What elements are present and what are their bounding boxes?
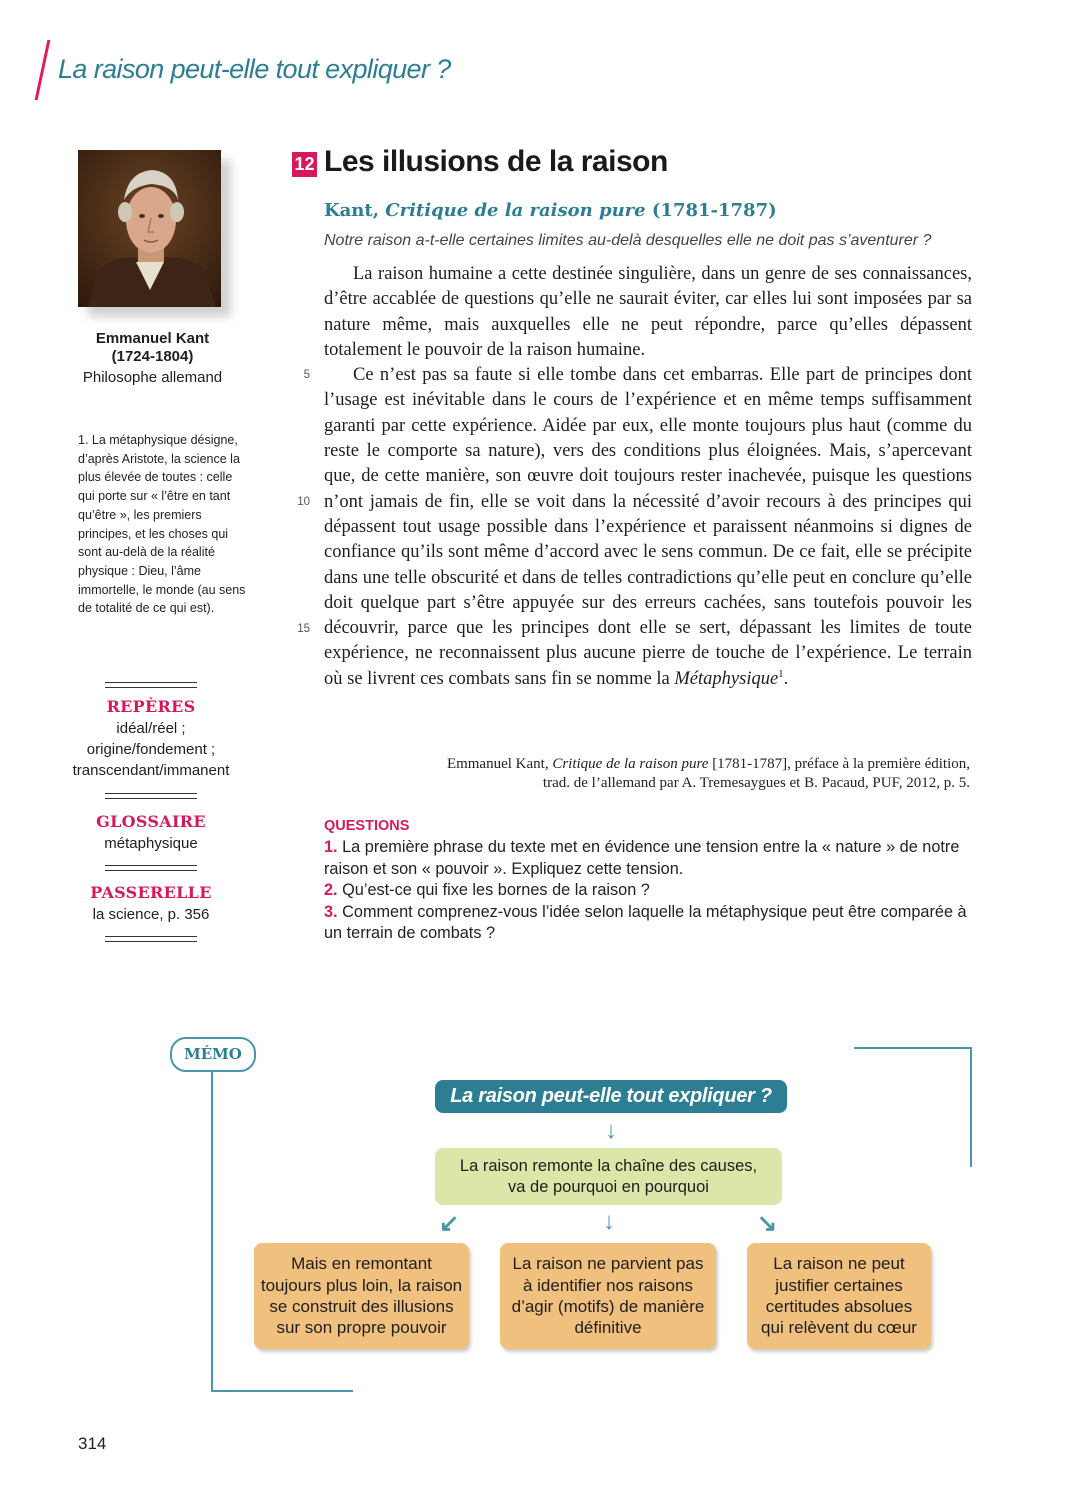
reperes-rule-top: [105, 682, 197, 688]
portrait-role: Philosophe allemand: [82, 369, 223, 386]
memo-frame-right: [854, 1047, 972, 1167]
reperes-heading: REPÈRES: [106, 697, 196, 716]
memo-label: MÉMO: [170, 1037, 256, 1072]
paragraph-2: Ce n’est pas sa faute si elle tombe dans cet embarras. Elle part de principes dont l’usage est inévitable dans le cours de l’expérience et en même temps suffisamment garanti par cette expérience. Aidée par eux, elle monte toujours plus haut (comme du reste le comporte sa nature), vers des conditions plus éloignées. Mais, s’apercevant que, de cette manière, son œuvre doit toujours rester inachevée, puisque les questions n’ont jamais de fin, elle se voit dans la nécessité d’avoir recours à des principes qui dépassent tout usage possible dans l’expérience et paraissent néanmoins si dignes de confiance qu’ils sont même d’accord avec le sens commun. De ce fait, elle se précipite dans une telle obscurité et dans de telles contradictions qu’elle peut en conclure qu’elle doit quelque part s’être appuyée sur des erreurs cachées, sans toutefois pouvoir les découvrir, parce que les principes dont elle se sert, dépassant les limites de toute expérience, ne reconnaissent plus aucune pierre de touche de l’expérience. Le terrain où se livrent ces combats sans fin se nomme la Métaphysique$^1$.: [324, 365, 972, 689]
work-years: (1781-1787): [651, 200, 777, 221]
question-number: 3.: [324, 902, 338, 921]
question-text: Qu’est-ce qui fixe les bornes de la raison ?: [342, 881, 650, 899]
reperes-rule-bottom: [105, 793, 197, 799]
question-item: [324, 902, 984, 945]
chapter-title: La raison peut-elle tout expliquer ?: [58, 54, 451, 84]
work-title: Critique de la raison pure: [385, 200, 646, 221]
memo-main-idea: [435, 1148, 782, 1205]
question-item: [324, 837, 984, 880]
passerelle-heading: PASSERELLE: [90, 883, 212, 902]
citation-line-1: [324, 755, 970, 774]
arrow-down-icon: ↓: [603, 1208, 615, 1235]
line-number: 5: [303, 369, 310, 381]
portrait-name: Emmanuel Kant: [95, 330, 210, 347]
portrait-dates: (1724-1804): [111, 348, 194, 365]
memo-box-coeur: [747, 1243, 931, 1349]
footnote-marker[interactable]: 1: [778, 667, 784, 680]
memo-main-line: La raison remonte la chaîne des causes,: [459, 1156, 758, 1175]
question-number: 1.: [324, 838, 338, 856]
arrow-down-right-icon: ↘: [756, 1210, 778, 1237]
arrow-down-icon: ↓: [605, 1117, 617, 1144]
question-item: [324, 880, 984, 902]
memo-main-line: va de pourquoi en pourquoi: [508, 1177, 709, 1196]
citation: [324, 755, 970, 793]
citation-author: Emmanuel Kant,: [446, 756, 549, 772]
citation-line-2: trad. de l’allemand par A. Tremesaygues et B. Pacaud, PUF, 2012, p. 5.: [542, 775, 970, 791]
questions-heading: QUESTIONS: [324, 818, 410, 834]
memo-box-text: Mais en remontant toujours plus loin, la raison se construit des illusions sur son propre pouvoir: [260, 1254, 463, 1338]
footnote: 1. La métaphysique désigne, d’après Aristote, la science la plus élevée de toutes : celle qui porte sur « l’être en tant qu’être », les premiers principes, et les choses qui sont au-delà de la réalité physique : Dieu, l’âme immortelle, le monde (au sens de totalité de ce qui est).: [78, 433, 246, 616]
document-number-badge: 12: [292, 152, 317, 177]
passerelle-rule: [105, 936, 197, 942]
author-name: Kant,: [324, 200, 379, 221]
reperes-line: origine/fondement ;: [86, 741, 216, 758]
memo-box-motifs: [500, 1243, 716, 1349]
memo-box-illusions: [254, 1243, 469, 1349]
glossaire-rule: [105, 865, 197, 871]
questions-list: [324, 837, 984, 945]
metaphysique-term: Métaphysique: [674, 668, 779, 689]
line-number: 10: [297, 496, 310, 508]
question-text: La première phrase du texte met en évidence une tension entre la « nature » de notre raison et son « pouvoir ». Expliquez cette tension.: [324, 838, 960, 878]
reperes-line: transcendant/immanent: [72, 762, 230, 779]
memo-question: La raison peut-elle tout expliquer ?: [435, 1080, 787, 1113]
question-number: 2.: [324, 881, 338, 899]
reperes-line: idéal/réel ;: [116, 720, 186, 737]
paragraph-1: La raison humaine a cette destinée singulière, dans un genre de ses connaissances, d’être accablée de questions qu’elle ne saurait éviter, car elles lui sont imposées par sa nature même, mais auxquelles elle ne peut répondre, parce qu’elles dépassent totalement le pouvoir de la raison humaine.: [324, 264, 972, 360]
page-number: 314: [78, 1434, 107, 1453]
memo-box-text: La raison ne peut justifier certaines certitudes absolues qui relèvent du cœur: [761, 1254, 917, 1338]
line-number: 15: [297, 623, 310, 635]
excerpt-text: [324, 262, 972, 692]
passerelle-link[interactable]: la science, p. 356: [92, 906, 210, 923]
kant-portrait: [78, 150, 221, 307]
citation-work: Critique de la raison pure: [552, 756, 709, 772]
citation-details: [1781-1787], préface à la première édition,: [712, 756, 970, 772]
paragraph-2-text: Ce n’est pas sa faute si elle tombe dans cet embarras. Elle part de principes dont l’usage est inévitable dans le cours de l’expérience et en même temps suffisamment garanti par cette expérience. Aidée par eux, elle monte toujours plus haut (comme du reste le comporte sa nature), vers des conditions plus éloignées. Mais, s’apercevant que, de cette manière, son œuvre doit toujours rester inachevée, puisque les questions n’ont jamais de fin, elle se voit dans la nécessité d’avoir recours à des principes qui dépassent tout usage possible dans l’expérience et paraissent néanmoins si dignes de confiance qu’ils sont même d’accord avec le sens commun. De ce fait, elle se précipite dans une telle obscurité et dans de telles contradictions qu’elle peut en conclure qu’elle doit quelque part s’être appuyée sur des erreurs cachées, sans toutefois pouvoir les découvrir, parce que les principes dont elle se sert, dépassant les limites de toute expérience, ne reconnaissent plus aucune pierre de touche de l’expérience. Le terrain où se livrent ces combats sans fin se nomme la: [324, 365, 972, 689]
glossaire-link[interactable]: métaphysique: [104, 835, 198, 852]
header-slash: [35, 40, 51, 100]
question-text: Comment comprenez-vous l’idée selon laquelle la métaphysique peut être comparée à un terrain de combats ?: [324, 902, 967, 942]
memo-box-text: La raison ne parvient pas à identifier nos raisons d’agir (motifs) de manière définitive: [511, 1254, 705, 1338]
author-line: [324, 200, 777, 221]
glossaire-heading: GLOSSAIRE: [96, 812, 206, 831]
document-title: Les illusions de la raison: [324, 145, 668, 178]
lead-question: Notre raison a-t-elle certaines limites au-delà desquelles elle ne doit pas s’aventurer ?: [324, 232, 932, 249]
arrow-down-left-icon: ↙: [438, 1210, 460, 1237]
